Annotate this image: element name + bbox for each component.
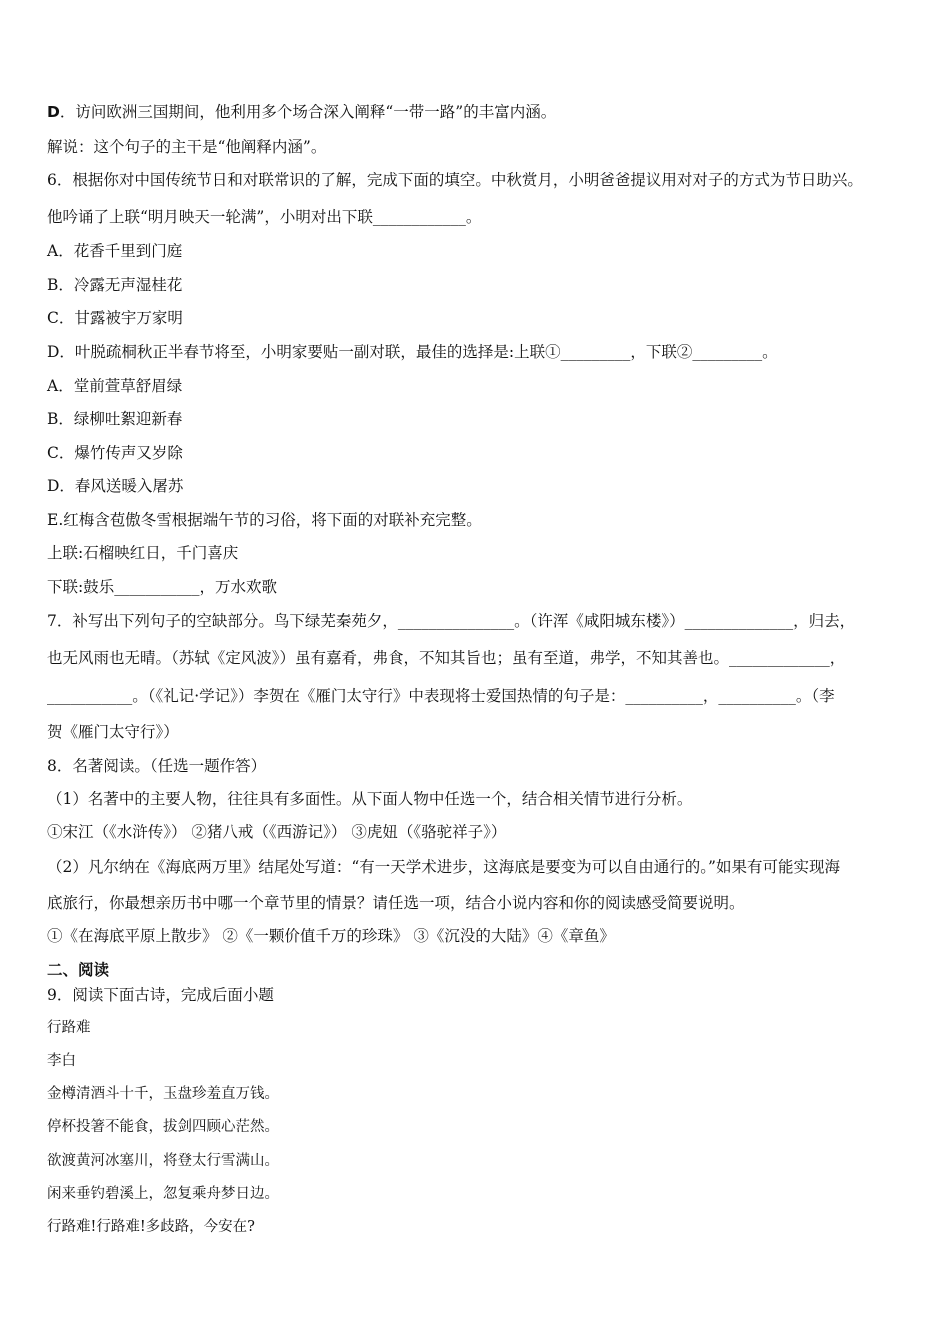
option-d-line (47, 102, 556, 122)
option-letter-d: D (47, 103, 60, 121)
q6b-option-a: A．堂前萱草舒眉绿 (47, 377, 183, 395)
poem-author: 李白 (47, 1053, 76, 1069)
poem-line-1: 金樽清酒斗十千，玉盘珍羞直万钱。 (47, 1086, 279, 1102)
question-9-title: 9．阅读下面古诗，完成后面小题 (47, 986, 274, 1004)
poem-line-2: 停杯投箸不能食，拔剑四顾心茫然。 (47, 1119, 279, 1135)
question-8-part-2-line-2: 底旅行，你最想亲历书中哪一个章节里的情景？请任选一项，结合小说内容和你的阅读感受简要说明。 (47, 894, 745, 912)
q6-option-b: B．冷露无声湿桂花 (47, 276, 183, 294)
question-6-line-2: 他吟诵了上联“明月映天一轮满”，小明对出下联____________。 (47, 208, 482, 226)
couplet-lower: 下联:鼓乐___________，万水欢歌 (47, 578, 277, 596)
q6b-option-c: C．爆竹传声又岁除 (47, 444, 183, 462)
q6b-option-d: D．春风送暖入屠苏 (47, 477, 184, 495)
question-6-line-1: 6．根据你对中国传统节日和对联常识的了解，完成下面的填空。中秋赏月，小明爸爸提议用对对子的方式为节日助兴。 (47, 171, 863, 189)
question-7-line-3: ___________。（《礼记·学记》）李贺在《雁门太守行》中表现将士爱国热情的句子是：__________，__________。（李 (47, 687, 835, 705)
q6b-option-b: B．绿柳吐絮迎新春 (47, 410, 183, 428)
poem-title: 行路难 (47, 1020, 91, 1036)
q6-option-c: C．甘露被宇万家明 (47, 309, 183, 327)
q6-option-d: D．叶脱疏桐秋正半春节将至，小明家要贴一副对联，最佳的选择是:上联①_________，下联②_________。 (47, 343, 778, 361)
explanation-line: 解说：这个句子的主干是“他阐释内涵”。 (47, 138, 327, 156)
q6-option-a: A．花香千里到门庭 (47, 242, 183, 260)
question-7-line-1: 7．补写出下列句子的空缺部分。鸟下绿芜秦苑夕，_______________。（许浑《咸阳城东楼》）______________，归去， (47, 612, 856, 630)
question-7-line-4: 贺《雁门太守行》） (47, 723, 179, 741)
question-7-line-2: 也无风雨也无晴。（苏轼《定风波》）虽有嘉肴，弗食，不知其旨也；虽有至道，弗学，不知其善也。_____________， (47, 649, 846, 667)
question-8-part-2-line-1: （2）凡尔纳在《海底两万里》结尾处写道：“有一天学术进步，这海底是要变为可以自由通行的。”如果有可能实现海 (47, 858, 840, 876)
poem-line-5: 行路难!行路难!多歧路，今安在? (47, 1219, 255, 1235)
question-8-chapters: ①《在海底平原上散步》 ②《一颗价值千万的珍珠》 ③《沉没的大陆》④《章鱼》 (47, 927, 615, 945)
couplet-upper: 上联:石榴映红日，千门喜庆 (47, 544, 239, 562)
option-d-text: ．访问欧洲三国期间，他利用多个场合深入阐释“一带一路”的丰富内涵。 (59, 103, 557, 121)
question-8-title: 8．名著阅读。（任选一题作答） (47, 757, 267, 775)
poem-line-4: 闲来垂钓碧溪上，忽复乘舟梦日边。 (47, 1186, 279, 1202)
q6b-option-e: E.红梅含苞傲冬雪根据端午节的习俗，将下面的对联补充完整。 (47, 511, 482, 529)
section-heading-reading: 二、阅读 (47, 961, 110, 979)
poem-line-3: 欲渡黄河冰塞川，将登太行雪满山。 (47, 1153, 279, 1169)
question-8-characters: ①宋江（《水浒传》） ②猪八戒（《西游记》） ③虎妞（《骆驼祥子》） (47, 823, 507, 841)
question-8-part-1: （1）名著中的主要人物，往往具有多面性。从下面人物中任选一个，结合相关情节进行分析。 (47, 790, 693, 808)
